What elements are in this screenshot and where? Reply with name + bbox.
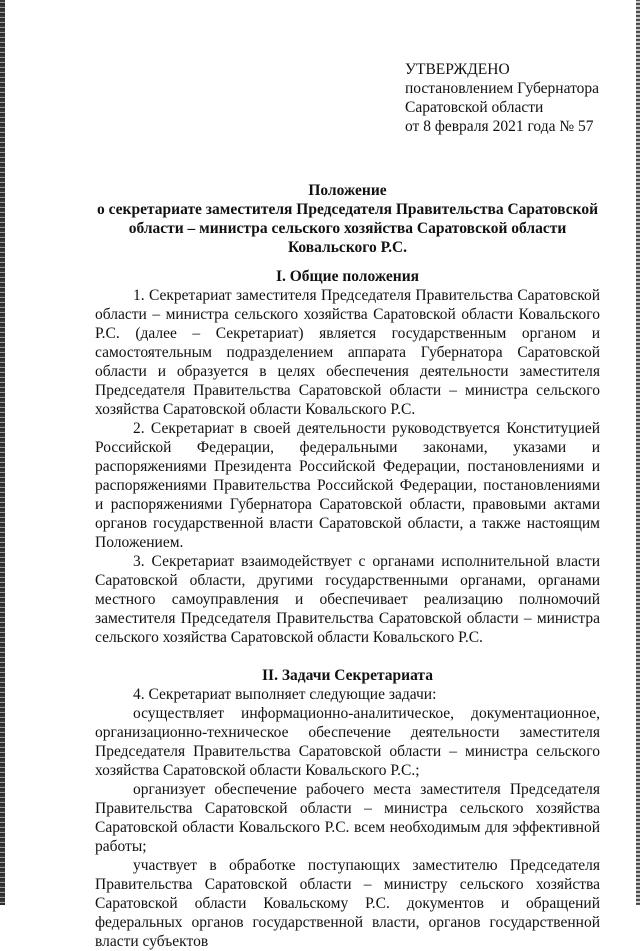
approval-line: Саратовской области bbox=[405, 99, 544, 116]
document-body bbox=[95, 267, 600, 951]
document-title bbox=[95, 181, 600, 257]
section-heading-general: I. Общие положения bbox=[275, 268, 420, 285]
paragraph: организует обеспечение рабочего места заместителя Председателя Правительства Саратовской области – министра сельского хозяйства Саратовской области Ковальского Р.С. всем необходимым для эффективной работы; bbox=[95, 781, 600, 855]
paragraph: 1. Секретариат заместителя Председателя Правительства Саратовской области – министра сельского хозяйства Саратовской области Ковальского Р.С. (далее – Секретариат) является государственным органом и самостоятельным подразделением аппарата Губернатора Саратовской области и образуется в целях обеспечения деятельности заместителя Председателя Правительства Саратовской области – министра сельского хозяйства Саратовской области Ковальского Р.С. bbox=[95, 287, 600, 418]
document-title-line: Положение bbox=[308, 182, 387, 199]
paragraph: осуществляет информационно-аналитическое, документационное, организационно-техническое обеспечение деятельности заместителя Председателя Правительства Саратовской области – министра сельского хозяйства Саратовской области Ковальского Р.С.; bbox=[95, 705, 600, 779]
approval-title: УТВЕРЖДЕНО bbox=[405, 61, 510, 78]
paragraph: участвует в обработке поступающих заместителю Председателя Правительства Саратовской области – министру сельского хозяйства Саратовской области Ковальскому Р.С. документов и обращений федеральных органов государственной власти, органов государственной власти субъектов bbox=[95, 857, 600, 950]
document-subtitle: о секретариате заместителя Председателя Правительства Саратовской области – министра сельского хозяйства Саратовской области Ковальского Р.С. bbox=[96, 201, 599, 256]
scan-edge-right bbox=[636, 0, 640, 905]
approval-stamp-block bbox=[405, 60, 599, 136]
paragraph: 3. Секретариат взаимодействует с органами исполнительной власти Саратовской области, другими государственными органами, органами местного самоуправления и обеспечивает реализацию полномочий заместителя Председателя Правительства Саратовской области – министра сельского хозяйства Саратовской области Ковальского Р.С. bbox=[95, 553, 600, 646]
approval-line: постановлением Губернатора bbox=[405, 80, 600, 97]
approval-date: от 8 февраля 2021 года № 57 bbox=[405, 118, 594, 135]
paragraph: 4. Секретариат выполняет следующие задачи: bbox=[133, 686, 437, 703]
paragraph: 2. Секретариат в своей деятельности руководствуется Конституцией Российской Федерации, федеральными законами, указами и распоряжениями Президента Российской Федерации, постановлениями и распоряжениями Правительства Российской Федерации, постановлениями и распоряжениями Губернатора Саратовской области, правовыми актами органов государственной власти Саратовской области, а также настоящим Положением. bbox=[95, 420, 600, 551]
scan-edge-left bbox=[0, 0, 5, 905]
section-heading-tasks: II. Задачи Секретариата bbox=[262, 667, 433, 684]
